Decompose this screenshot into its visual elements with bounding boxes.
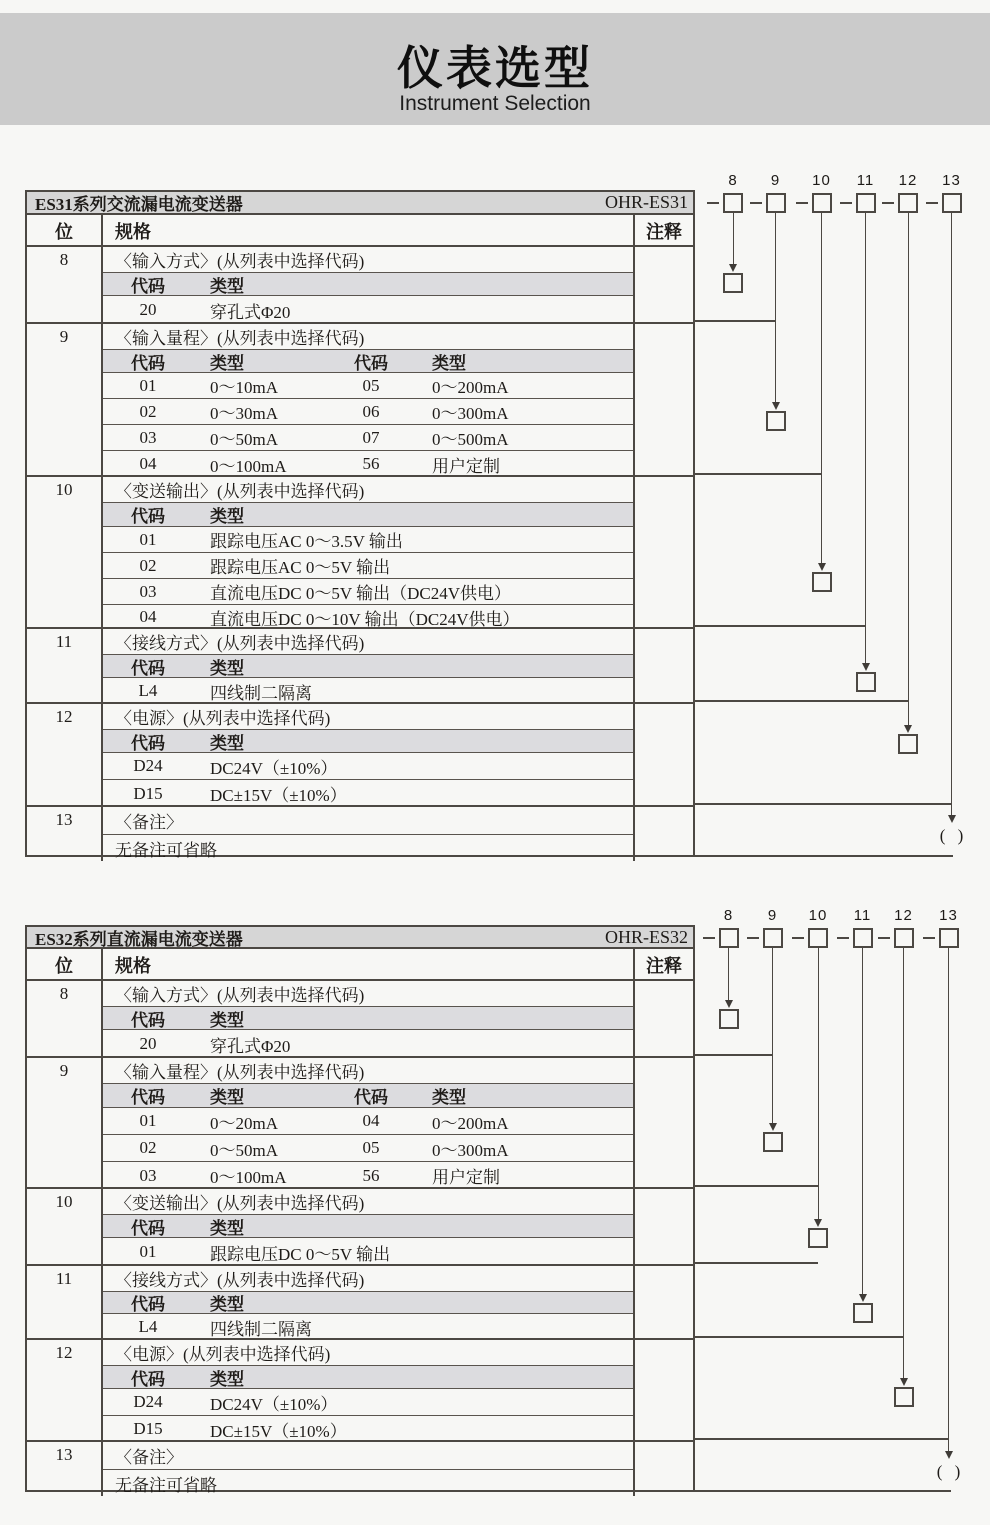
code-type-header-row [103, 349, 633, 372]
product-table [25, 925, 695, 1495]
drop-line [865, 212, 866, 663]
code-cell: 02 [139, 401, 157, 421]
table-row [103, 1029, 633, 1058]
note-cell [633, 1442, 693, 1496]
spec-text: 〈变送输出〉(从列表中选择代码) [115, 1194, 365, 1213]
code-header: 代码 [131, 658, 165, 678]
drop-line [951, 212, 952, 815]
code-header: 代码 [131, 1369, 165, 1389]
code-cell: D15 [133, 783, 163, 803]
drop-line [728, 947, 729, 1000]
code-cell: 01 [139, 375, 157, 395]
code-cell: 56 [362, 454, 380, 473]
col-header-note: 注释 [633, 949, 693, 979]
type-cell: 0～30mA [210, 404, 278, 423]
type-cell: 0～200mA [432, 1113, 509, 1133]
code-separator-dash [750, 202, 762, 204]
type-header: 类型 [210, 353, 244, 373]
code-cell: 06 [362, 401, 380, 421]
table-row [103, 424, 633, 450]
code-header: 代码 [131, 276, 165, 296]
spec-text: 〈电源〉(从列表中选择代码) [115, 1345, 331, 1364]
code-header: 代码 [131, 1218, 165, 1238]
drop-line [948, 947, 949, 1451]
down-arrow-icon [729, 264, 737, 272]
code-cell: 20 [139, 1034, 157, 1053]
code-cell: D24 [133, 1392, 163, 1411]
position-label: 12 [894, 907, 913, 924]
table-header-row [27, 215, 693, 245]
type-cell: 跟踪电压DC 0～5V 输出 [210, 1244, 391, 1264]
type-header: 类型 [210, 658, 244, 678]
type-header: 类型 [432, 1088, 466, 1107]
type-cell: 跟踪电压AC 0～5V 输出 [210, 558, 391, 577]
spec-text: 〈输入量程〉(从列表中选择代码) [115, 1063, 365, 1082]
down-arrow-icon [772, 402, 780, 410]
code-separator-dash [703, 937, 715, 939]
position-cell: 13 [27, 807, 103, 861]
down-arrow-icon [948, 815, 956, 823]
type-cell: DC24V（±10%） [210, 1394, 338, 1414]
connector-line [693, 1490, 951, 1492]
table-section [27, 702, 693, 805]
selection-code-box [853, 1303, 873, 1323]
spec-column [103, 1058, 633, 1189]
type-cell: 0～200mA [432, 378, 509, 397]
table-section [27, 1440, 693, 1494]
code-separator-dash [840, 202, 852, 204]
spec-text: 〈接线方式〉(从列表中选择代码) [115, 1271, 365, 1290]
connector-line [693, 1438, 949, 1440]
page-title: 仪表选型 [397, 42, 593, 94]
table-row [103, 752, 633, 779]
drop-line [772, 947, 773, 1123]
connector-line [693, 803, 951, 805]
connector-line [693, 1262, 818, 1264]
table-section [27, 475, 693, 627]
spec-column [103, 1189, 633, 1266]
down-arrow-icon [945, 1451, 953, 1459]
table-section [27, 1338, 693, 1440]
code-cell: 04 [139, 454, 157, 473]
position-cell: 12 [27, 1340, 103, 1442]
table-section [27, 1187, 693, 1264]
note-cell [633, 807, 693, 861]
selection-code-box [719, 1009, 739, 1029]
position-label: 11 [853, 907, 872, 924]
table-row [103, 1134, 633, 1161]
table-row [103, 398, 633, 424]
model-code-box [812, 193, 832, 213]
table-title-bar [27, 927, 693, 949]
type-header: 类型 [432, 353, 466, 373]
position-label: 9 [767, 907, 778, 924]
model-code-box [939, 928, 959, 948]
note-cell [633, 704, 693, 807]
note-cell [633, 1340, 693, 1442]
code-separator-dash [926, 202, 938, 204]
spec-column [103, 807, 633, 861]
table-section [27, 979, 693, 1056]
table-row [103, 677, 633, 704]
type-cell: 四线制二隔离 [210, 1319, 312, 1339]
col-header-note: 注释 [633, 215, 693, 245]
type-cell: 跟踪电压AC 0～3.5V 输出 [210, 532, 403, 551]
model-code-box [942, 193, 962, 213]
drop-line [775, 212, 776, 402]
spec-text: 〈变送输出〉(从列表中选择代码) [115, 482, 365, 501]
type-header: 类型 [210, 1218, 244, 1238]
position-cell: 9 [27, 1058, 103, 1189]
type-cell: 0～100mA [210, 456, 287, 476]
position-cell: 11 [27, 629, 103, 704]
type-cell: 0～20mA [210, 1113, 278, 1133]
position-cell: 13 [27, 1442, 103, 1496]
down-arrow-icon [818, 563, 826, 571]
type-header: 类型 [210, 1088, 244, 1107]
table-section [27, 627, 693, 702]
type-header: 类型 [210, 1369, 244, 1389]
table-row [103, 1313, 633, 1340]
selection-code-box [898, 734, 918, 754]
selection-code-box [808, 1228, 828, 1248]
spec-column [103, 1340, 633, 1442]
position-label: 12 [898, 172, 918, 189]
table-row [103, 1469, 633, 1496]
table-section [27, 1264, 693, 1338]
code-type-header-row [103, 1214, 633, 1237]
code-cell: 56 [362, 1165, 380, 1185]
note-cell [633, 477, 693, 629]
spec-text: 〈接线方式〉(从列表中选择代码) [115, 634, 365, 653]
table-section [27, 245, 693, 322]
position-label: 13 [939, 907, 958, 924]
table-row [103, 1237, 633, 1266]
model-code-box [894, 928, 914, 948]
spec-text: 〈输入量程〉(从列表中选择代码) [115, 329, 365, 348]
type-cell: DC24V（±10%） [210, 758, 338, 778]
position-cell: 12 [27, 704, 103, 807]
drop-line [862, 947, 863, 1294]
type-cell: 用户定制 [432, 1168, 500, 1187]
table-title: ES31系列交流漏电流变送器 [35, 195, 243, 214]
code-cell: 05 [362, 1138, 380, 1157]
connector-line [693, 855, 953, 857]
selection-code-box [812, 572, 832, 592]
code-cell: D15 [133, 1419, 163, 1438]
position-label: 9 [770, 172, 781, 189]
connector-line [693, 1185, 818, 1187]
model-code-box [723, 193, 743, 213]
table-row [103, 1415, 633, 1442]
code-cell: D24 [133, 756, 163, 775]
table-row [103, 604, 633, 629]
spec-text: 〈备注〉 [115, 813, 183, 832]
position-cell: 8 [27, 981, 103, 1058]
code-cell: 01 [139, 1111, 157, 1130]
drop-line [733, 212, 734, 264]
code-cell: L4 [138, 681, 158, 700]
down-arrow-icon [725, 1000, 733, 1008]
position-cell: 9 [27, 324, 103, 477]
table-section [27, 805, 693, 859]
remark-parentheses: ( ) [939, 826, 964, 845]
code-header: 代码 [131, 353, 165, 373]
position-label: 11 [856, 172, 875, 189]
type-cell: 四线制二隔离 [210, 683, 312, 703]
code-cell: 03 [139, 581, 157, 601]
code-separator-dash [747, 937, 759, 939]
model-code-box [719, 928, 739, 948]
connector-line [693, 700, 908, 702]
selection-code-box [723, 273, 743, 293]
type-header: 类型 [210, 276, 244, 296]
remark-text: 无备注可省略 [115, 1475, 217, 1495]
table-row [103, 450, 633, 477]
code-separator-dash [796, 202, 808, 204]
code-cell: 03 [139, 1165, 157, 1185]
code-type-header-row [103, 272, 633, 295]
position-cell: 11 [27, 1266, 103, 1340]
code-separator-dash [792, 937, 804, 939]
model-number: OHR-ES31 [604, 192, 688, 212]
connector-line [693, 1336, 904, 1338]
table-row [103, 552, 633, 578]
down-arrow-icon [900, 1378, 908, 1386]
selection-code-box [763, 1132, 783, 1152]
selection-code-box [856, 672, 876, 692]
type-header: 类型 [210, 733, 244, 753]
spec-text: 〈备注〉 [115, 1448, 183, 1467]
table-header-row [27, 949, 693, 979]
table-section [27, 1056, 693, 1187]
code-separator-dash [707, 202, 719, 204]
table-section [27, 322, 693, 475]
spec-text: 〈输入方式〉(从列表中选择代码) [115, 252, 365, 271]
code-cell: 01 [139, 529, 157, 549]
table-row [103, 295, 633, 324]
table-row [103, 526, 633, 552]
model-code-box [763, 928, 783, 948]
position-label: 10 [812, 172, 831, 189]
col-header-pos: 位 [27, 215, 103, 245]
table-title-bar [27, 192, 693, 215]
drop-line [821, 212, 822, 563]
model-code-box [808, 928, 828, 948]
code-separator-dash [878, 937, 890, 939]
note-cell [633, 324, 693, 477]
code-separator-dash [837, 937, 849, 939]
table-row [103, 1388, 633, 1415]
col-header-spec: 规格 [115, 956, 151, 976]
type-header: 类型 [210, 507, 244, 526]
note-cell [633, 1058, 693, 1189]
col-header-pos: 位 [27, 949, 103, 979]
spec-column [103, 247, 633, 324]
spec-column [103, 629, 633, 704]
type-cell: 0～10mA [210, 378, 278, 397]
col-header-spec: 规格 [115, 222, 151, 242]
code-cell: 20 [139, 300, 157, 319]
drop-line [908, 212, 909, 725]
spec-column [103, 1266, 633, 1340]
spec-column [103, 477, 633, 629]
type-header: 类型 [210, 1295, 244, 1314]
connector-line [693, 473, 822, 475]
spec-column [103, 324, 633, 477]
code-type-header-row [103, 729, 633, 752]
table-row [103, 372, 633, 398]
note-cell [633, 1266, 693, 1340]
code-type-header-row [103, 1083, 633, 1107]
model-number: OHR-ES32 [604, 926, 688, 947]
model-code-box [856, 193, 876, 213]
table-title: ES32系列直流漏电流变送器 [35, 929, 243, 949]
code-header: 代码 [354, 1088, 388, 1107]
type-cell: 穿孔式Φ20 [210, 1036, 291, 1056]
down-arrow-icon [904, 725, 912, 733]
position-label: 8 [723, 907, 734, 924]
note-cell [633, 981, 693, 1058]
selection-code-box [766, 411, 786, 431]
type-cell: 0～500mA [432, 430, 509, 449]
type-cell: 0～50mA [210, 430, 278, 449]
down-arrow-icon [769, 1123, 777, 1131]
code-cell: 02 [139, 555, 157, 575]
position-cell: 8 [27, 247, 103, 324]
drop-line [903, 947, 904, 1378]
model-code-box [898, 193, 918, 213]
product-table [25, 190, 695, 860]
spec-column [103, 981, 633, 1058]
code-type-header-row [103, 502, 633, 526]
note-cell [633, 629, 693, 704]
code-cell: 01 [139, 1242, 157, 1261]
table-row [103, 779, 633, 807]
table-row [103, 1161, 633, 1189]
connector-line [693, 625, 866, 627]
code-separator-dash [923, 937, 935, 939]
drop-line [818, 947, 819, 1219]
type-header: 类型 [210, 1010, 244, 1030]
type-cell: 0～300mA [432, 1140, 509, 1160]
type-cell: 0～50mA [210, 1140, 278, 1160]
code-cell: 03 [139, 427, 157, 447]
position-cell: 10 [27, 1189, 103, 1266]
code-header: 代码 [131, 507, 165, 526]
position-label: 13 [942, 172, 961, 189]
code-cell: 04 [139, 607, 157, 626]
page-subtitle: Instrument Selection [399, 92, 591, 115]
down-arrow-icon [862, 663, 870, 671]
down-arrow-icon [859, 1294, 867, 1302]
type-cell: 用户定制 [432, 456, 500, 476]
model-code-box [853, 928, 873, 948]
type-cell: DC±15V（±10%） [210, 786, 347, 805]
code-type-header-row [103, 1006, 633, 1029]
type-cell: 穿孔式Φ20 [210, 302, 291, 322]
code-header: 代码 [354, 353, 388, 373]
table-row [103, 1107, 633, 1134]
position-cell: 10 [27, 477, 103, 629]
spec-text: 〈电源〉(从列表中选择代码) [115, 709, 331, 728]
code-header: 代码 [131, 733, 165, 753]
code-type-header-row [103, 654, 633, 677]
table-row [103, 834, 633, 861]
code-type-header-row [103, 1365, 633, 1388]
type-cell: 直流电压DC 0～10V 输出（DC24V供电） [210, 609, 520, 629]
code-header: 代码 [131, 1295, 165, 1314]
connector-line [693, 320, 776, 322]
position-label: 10 [808, 907, 828, 924]
spec-text: 〈输入方式〉(从列表中选择代码) [115, 986, 365, 1005]
type-cell: 0～100mA [210, 1168, 287, 1187]
type-cell: DC±15V（±10%） [210, 1421, 347, 1441]
type-cell: 直流电压DC 0～5V 输出（DC24V供电） [210, 584, 511, 603]
code-cell: 02 [139, 1138, 157, 1157]
down-arrow-icon [814, 1219, 822, 1227]
code-type-header-row [103, 1291, 633, 1313]
spec-column [103, 704, 633, 807]
code-cell: 05 [362, 375, 380, 395]
model-code-box [766, 193, 786, 213]
code-separator-dash [882, 202, 894, 204]
code-cell: L4 [138, 1317, 158, 1336]
position-label: 8 [728, 172, 738, 189]
code-cell: 04 [362, 1111, 380, 1130]
selection-code-box [894, 1387, 914, 1407]
remark-parentheses: ( ) [936, 1462, 961, 1481]
remark-text: 无备注可省略 [115, 840, 217, 860]
table-row [103, 578, 633, 604]
code-header: 代码 [131, 1010, 165, 1030]
note-cell [633, 247, 693, 324]
code-header: 代码 [131, 1088, 165, 1107]
connector-line [693, 1054, 773, 1056]
note-cell [633, 1189, 693, 1266]
type-cell: 0～300mA [432, 404, 509, 423]
code-cell: 07 [362, 427, 380, 447]
spec-column [103, 1442, 633, 1496]
